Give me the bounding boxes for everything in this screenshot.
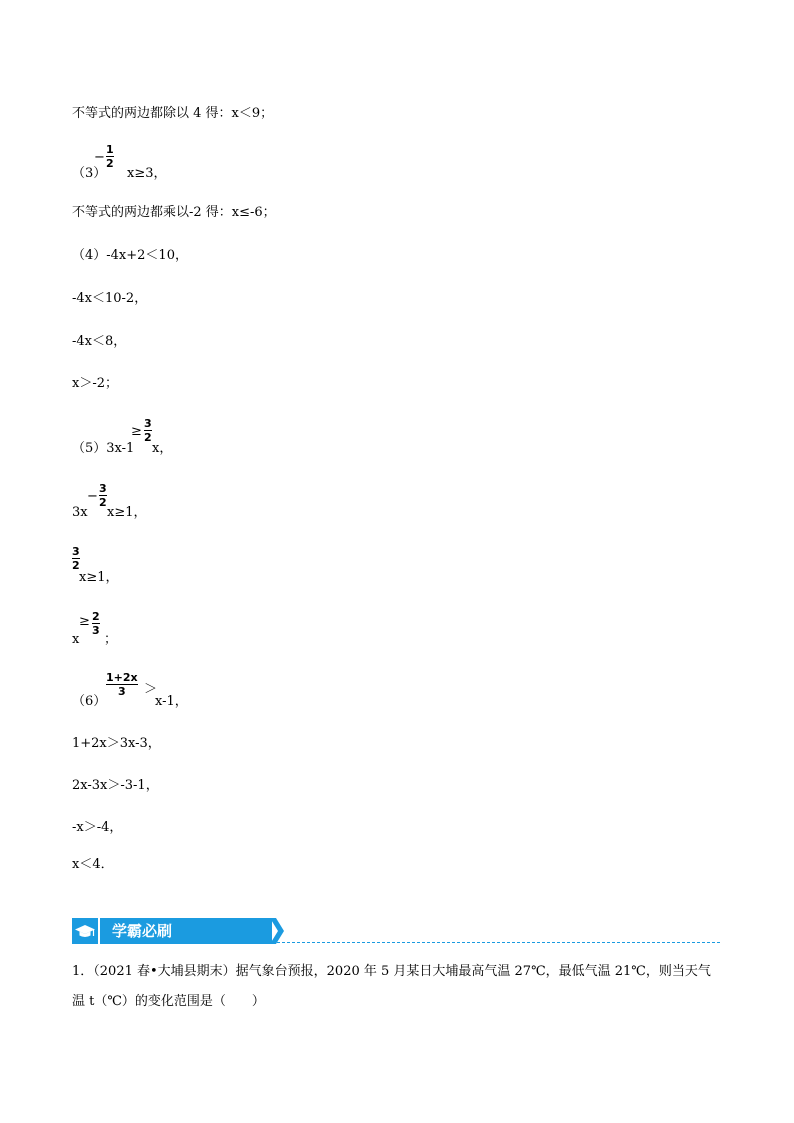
fraction-two-third: 2 3 bbox=[92, 610, 100, 637]
solution-line-3-label: （3） bbox=[72, 166, 107, 181]
section-title: 学霸必刷 bbox=[100, 918, 272, 944]
solution-line-5-label: （5）3x-1 bbox=[72, 441, 135, 456]
gt-sign: ＞ bbox=[144, 682, 158, 697]
solution-line-12-a: x bbox=[72, 632, 80, 647]
solution-line-3-text: x≥3， bbox=[127, 166, 167, 181]
solution-line-10-b: x≥1， bbox=[107, 505, 147, 520]
solution-line: 不等式的两边都乘以-2 得：x≤-6； bbox=[72, 205, 276, 220]
fraction-one-plus-2x-over-3: 1+2x 3 bbox=[106, 671, 138, 698]
solution-line: x＜4． bbox=[72, 857, 114, 872]
fraction-neg-half: − 1 2 bbox=[94, 143, 114, 170]
chevron-right-icon bbox=[270, 918, 288, 944]
solution-line-6-text: x-1， bbox=[155, 694, 188, 709]
solution-line: x＞-2； bbox=[72, 376, 118, 391]
solution-line: -4x＜8， bbox=[72, 334, 127, 349]
section-divider bbox=[212, 942, 720, 943]
question-line-1: 1．（2021 春•大埔县期末）据气象台预报，2020 年 5 月某日大埔最高气温 27℃，最低气温 21℃，则当天气 bbox=[72, 964, 711, 979]
fraction-neg-three-half: − 3 2 bbox=[87, 482, 107, 509]
solution-line-10-a: 3x bbox=[72, 505, 88, 520]
ge-sign: ≥ bbox=[79, 614, 90, 629]
solution-line: 1+2x＞3x-3， bbox=[72, 736, 161, 751]
fraction-three-half: 3 2 bbox=[144, 417, 152, 444]
solution-line-11: x≥1， bbox=[79, 570, 119, 585]
question-line-2: 温 t（℃）的变化范围是（ ） bbox=[72, 994, 265, 1009]
graduation-cap-icon bbox=[72, 918, 98, 944]
solution-line: -x＞-4， bbox=[72, 820, 123, 835]
solution-line: -4x＜10-2， bbox=[72, 291, 148, 306]
solution-line: 不等式的两边都除以 4 得：x＜9； bbox=[72, 106, 274, 121]
solution-line: 2x-3x＞-3-1， bbox=[72, 778, 159, 793]
fraction-three-half: 3 2 bbox=[72, 545, 80, 572]
ge-sign: ≥ bbox=[131, 424, 142, 439]
solution-line: （4）-4x+2＜10， bbox=[72, 248, 188, 263]
solution-line-6-label: （6） bbox=[72, 694, 107, 709]
solution-line-5-text: x， bbox=[152, 441, 173, 456]
